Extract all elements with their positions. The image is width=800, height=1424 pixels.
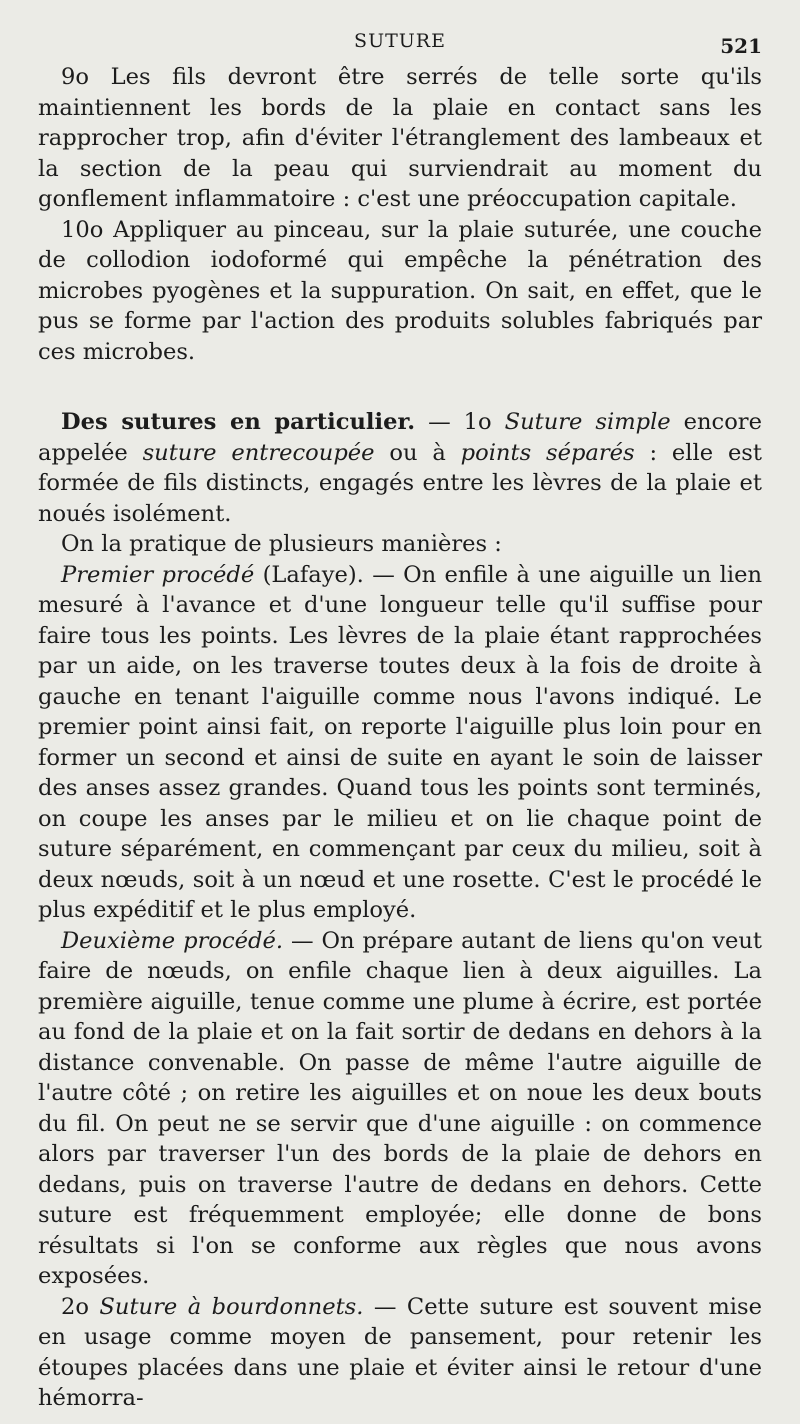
page-number: 521 xyxy=(720,34,762,58)
paragraph-premier-procede xyxy=(38,560,762,926)
text-fragment: : elle est formée de fils distincts, engagés entre les lèvres de la plaie et noués isolément. xyxy=(38,439,762,527)
paragraph-rule-9: 9o Les fils devront être serrés de telle sorte qu'ils maintiennent les bords de la plaie en contact sans les rapprocher trop, afin d'éviter l'étranglement des lambeaux et la section de la peau qui surviendrait au moment du gonflement inflammatoire : c'est une préoccupation capitale. xyxy=(38,64,762,212)
text-fragment: (Lafaye). — On enfile à une aiguille un lien mesuré à l'avance et d'une longueur telle qu'il suffise pour faire tous les points. Les lèvres de la plaie étant rapprochées par un aide, on les traverse toutes deux à la fois de droite à gauche en tenant l'aiguille comme nous l'avons indiqué. Le premier point ainsi fait, on reporte l'aiguille plus loin pour en former un second et ainsi de suite en ayant le soin de laisser des anses assez grandes. Quand tous les points sont terminés, on coupe les anses par le milieu et on lie chaque point de suture séparément, en commençant par ceux du milieu, soit à deux nœuds, soit à un nœud et une rosette. C'est le procédé le plus expéditif et le plus employé. xyxy=(38,561,762,923)
paragraph-suture-bourdonnets xyxy=(38,1292,762,1414)
running-header xyxy=(38,30,762,62)
list-number: 2o xyxy=(61,1293,100,1320)
section-spacer xyxy=(38,367,762,407)
paragraph-intro-methods: On la pratique de plusieurs manières : xyxy=(61,531,502,557)
paragraph-deuxieme-procede xyxy=(38,926,762,1292)
text-fragment: — Cette suture est souvent mise en usage comme moyen de pansement, pour retenir les étoupes placées dans une plaie et éviter ainsi le retour d'une hémorra- xyxy=(38,1293,762,1411)
term-suture-bourdonnets: Suture à bourdonnets. xyxy=(99,1293,364,1320)
term-suture-simple: Suture simple xyxy=(504,409,671,435)
term-deuxieme-procede: Deuxième procédé. xyxy=(61,927,284,954)
paragraph-section-heading xyxy=(38,407,762,529)
term-points-separes: points séparés xyxy=(460,439,635,466)
paragraph-rule-10: 10o Appliquer au pinceau, sur la plaie suturée, une couche de collodion iodoformé qui empêche la pénétration des microbes pyogènes et la suppuration. On sait, en effet, que le pus se forme par l'action des produits solubles fabriqués par ces microbes. xyxy=(38,216,762,365)
running-title: SUTURE xyxy=(354,30,446,52)
term-suture-entrecoupee: suture entrecoupée xyxy=(142,439,375,466)
text-fragment: encore appelée xyxy=(38,409,762,466)
text-fragment: — On prépare autant de liens qu'on veut faire de nœuds, on enfile chaque lien à deux aiguilles. La première aiguille, tenue comme une plume à écrire, est portée au fond de la plaie et on la fait sortir de dedans en dehors à la distance convenable. On passe de même l'autre aiguille de l'autre côté ; on retire les aiguilles et on noue les deux bouts du fil. On peut ne se servir que d'une aiguille : on commence alors par traverser l'un des bords de la plaie de dehors en dedans, puis on traverse l'autre de dedans en dehors. Cette suture est fréquemment employée; elle donne de bons résultats si l'on se conforme aux règles que nous avons exposées. xyxy=(38,927,763,1289)
term-premier-procede: Premier procédé xyxy=(61,561,255,588)
section-heading: Des sutures en particulier. xyxy=(61,409,416,435)
text-fragment: ou à xyxy=(374,439,461,466)
section-dash: — 1o xyxy=(415,409,505,435)
